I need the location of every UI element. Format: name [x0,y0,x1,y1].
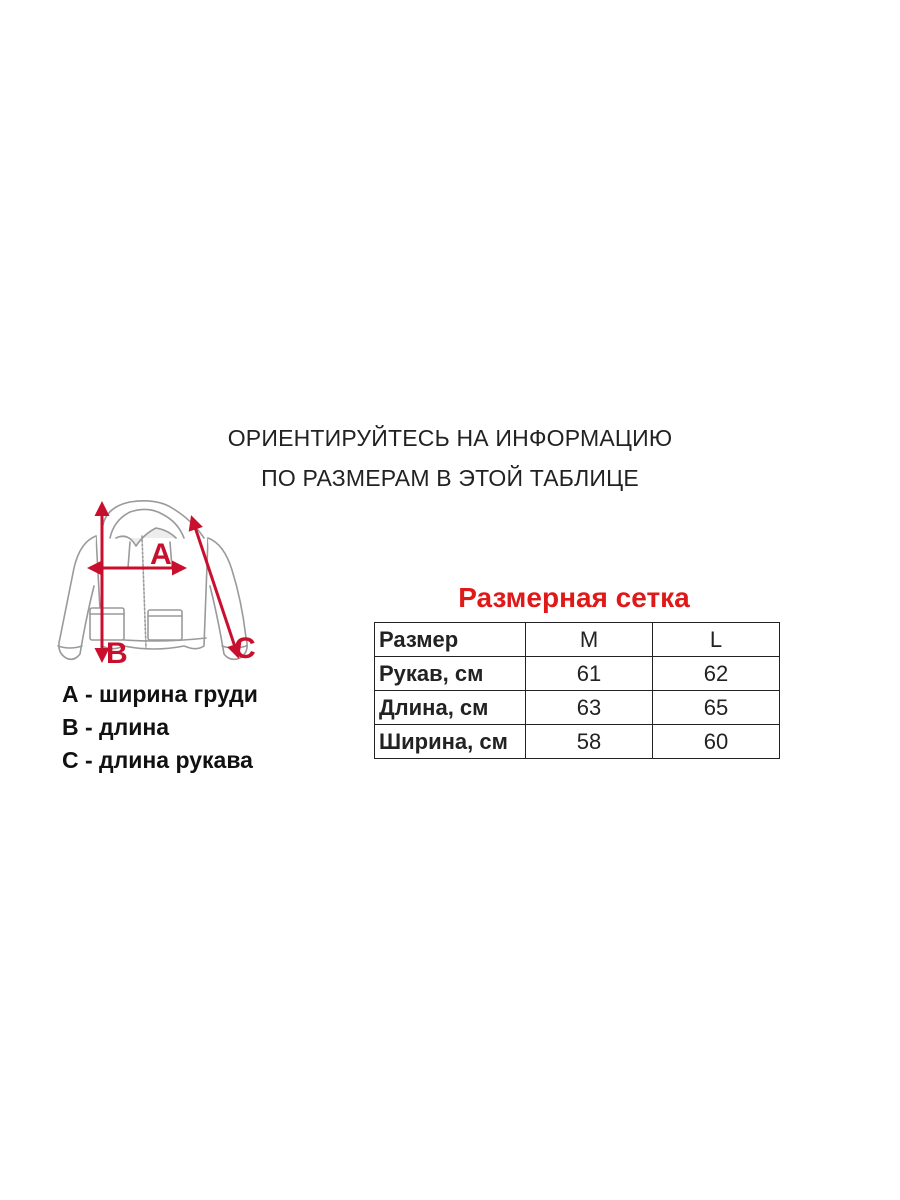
size-table [374,622,780,759]
label-a: A [150,538,172,571]
cell-sleeve-l: 62 [653,657,780,691]
measurement-legend [62,678,258,777]
cell-length-m: 63 [526,691,653,725]
intro-line-1: ОРИЕНТИРУЙТЕСЬ НА ИНФОРМАЦИЮ [227,425,673,451]
legend-item-a: А - ширина груди [62,681,258,707]
header-size-label: Размер [375,623,526,657]
row-label-length: Длина, см [375,691,526,725]
table-row [375,657,780,691]
label-b: B [106,637,128,670]
cell-width-l: 60 [653,725,780,759]
cell-sleeve-m: 61 [526,657,653,691]
intro-line-2: ПО РАЗМЕРАМ В ЭТОЙ ТАБЛИЦЕ [261,465,639,491]
cell-width-m: 58 [526,725,653,759]
size-chart-title: Размерная сетка [458,582,690,613]
legend-item-c: С - длина рукава [62,747,253,773]
table-row [375,725,780,759]
jacket-measurement-diagram [44,498,274,678]
jacket-outline-icon [58,501,247,659]
header-size-m: M [526,623,653,657]
table-header-row [375,623,780,657]
row-label-width: Ширина, см [375,725,526,759]
legend-item-b: В - длина [62,714,170,740]
intro-text [0,418,900,498]
header-size-l: L [653,623,780,657]
label-c: C [234,632,256,665]
row-label-sleeve: Рукав, см [375,657,526,691]
table-row [375,691,780,725]
cell-length-l: 65 [653,691,780,725]
